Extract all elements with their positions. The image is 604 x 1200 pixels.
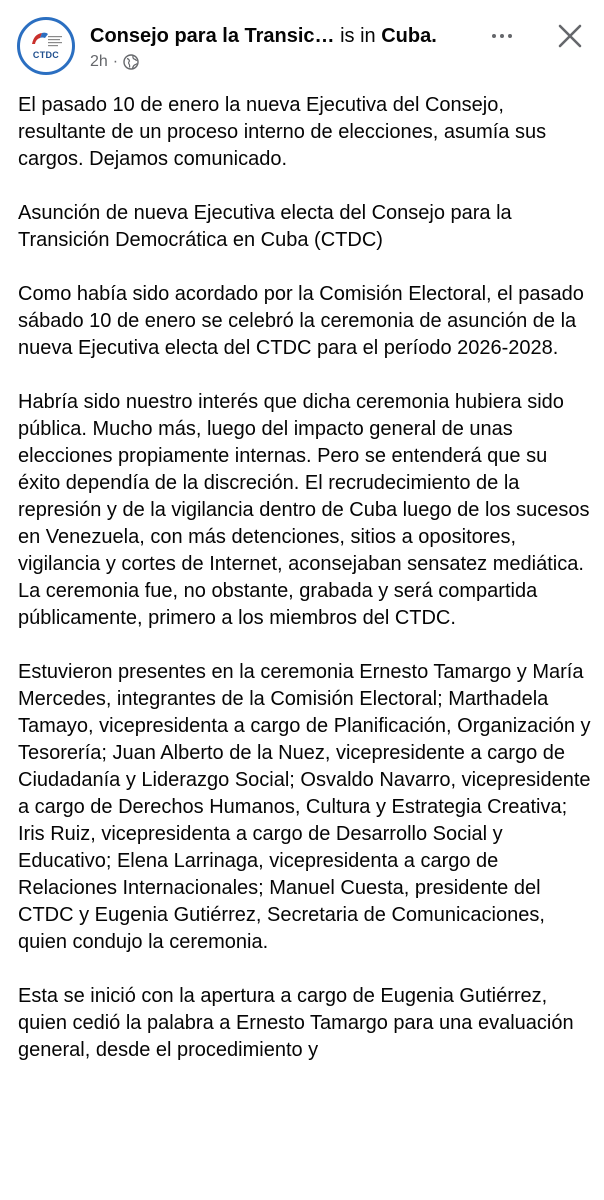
post-paragraph: Como había sido acordado por la Comisión Electoral, el pasado sábado 10 de enero se celebró la ceremonia de asunción de la nueva Ejecutiva electa del CTDC para el período 2026-2028. [18,283,584,359]
author-name[interactable]: Consejo para la Transic… [90,25,335,47]
globe-icon [123,54,139,70]
more-dot [500,34,504,38]
avatar[interactable] [17,17,75,75]
more-horizontal-icon[interactable] [482,24,522,48]
post-paragraph: Habría sido nuestro interés que dicha ceremonia hubiera sido pública. Mucho más, luego del impacto general de unas elecciones propiamente internas. Pero se entenderá que su éxito dependía de la discreción. El recrudecimiento de la represión y de la vigilancia dentro de Cuba luego de los sucesos en Venezuela, con más detenciones, sitios a opositores, vigilancia y cortes de Internet, aconsejaban sensatez mediática. La ceremonia fue, no obstante, grabada y será compartida públicamente, primero a los miembros del CTDC. [18,391,590,629]
post-meta [90,52,139,72]
post-header [0,0,604,90]
post-paragraph: Asunción de nueva Ejecutiva electa del Consejo para la Transición Democrática en Cuba (CTDC) [18,202,512,251]
status-text: is in [334,25,382,47]
post-paragraph: Estuvieron presentes en la ceremonia Ernesto Tamargo y María Mercedes, integrantes de la Comisión Electoral; Marthadela Tamayo, vicepresidenta a cargo de Planificación, Organización y Tesorería; Juan Alberto de la Nuez, vicepresidente a cargo de Ciudadanía y Liderazgo Social; Osvaldo Navarro, vicepresidente a cargo de Derechos Humanos, Cultura y Estrategia Creativa; Iris Ruiz, vicepresidenta a cargo de Desarrollo Social y Educativo; Elena Larrinaga, vicepresidenta a cargo de Relaciones Internacionales; Manuel Cuesta, presidente del CTDC y Eugenia Gutiérrez, Secretaria de Comunicaciones, quien condujo la ceremonia. [18,661,591,953]
post-paragraph: El pasado 10 de enero la nueva Ejecutiva del Consejo, resultante de un proceso interno de elecciones, asumía sus cargos. Dejamos comunicado. [18,94,547,170]
location-name[interactable]: Cuba. [381,25,437,47]
post-author-line [90,24,490,48]
more-dot [492,34,496,38]
ctdc-logo-icon [20,20,72,72]
post-body [18,92,592,1091]
avatar-letters: CTDC [32,50,60,60]
post-paragraph: Esta se inició con la apertura a cargo de Eugenia Gutiérrez, quien cedió la palabra a Ernesto Tamargo para una evaluación general, desde el procedimiento y [18,985,574,1061]
post-time[interactable]: 2h [90,53,108,70]
close-icon[interactable] [554,20,586,52]
separator-dot: · [112,53,119,70]
more-dot [508,34,512,38]
